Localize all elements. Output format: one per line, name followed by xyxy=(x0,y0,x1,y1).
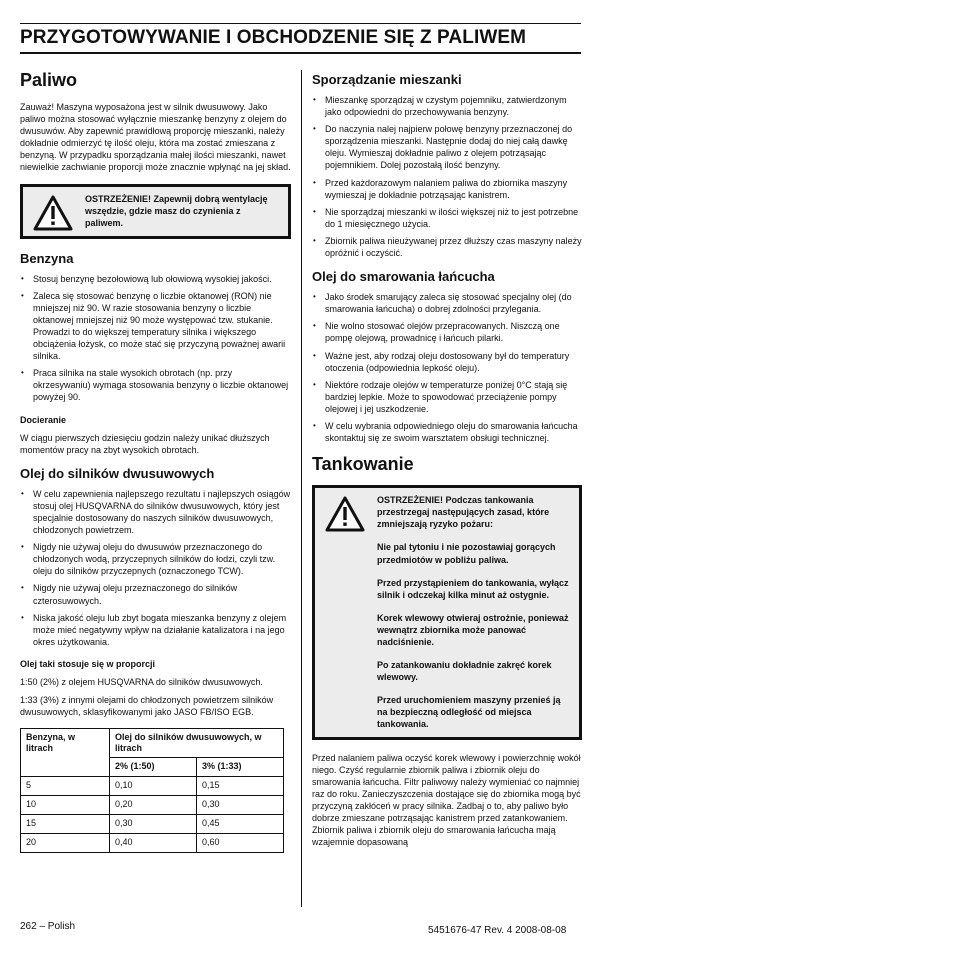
mix-list xyxy=(312,94,582,259)
table-header-benzyna: Benzyna, w litrach xyxy=(21,729,110,777)
list-item: • Niska jakość oleju lub zbyt bogata mieszanka benzyny z olejem może mieć negatywny wpływ na działanie katalizatora i na jego okres użytkowania. xyxy=(20,612,291,648)
table-row xyxy=(21,777,284,796)
table-cell: 0,10 xyxy=(110,777,197,796)
mix-ratio-table xyxy=(20,728,284,853)
section-title-mieszanka: Sporządzanie mieszanki xyxy=(312,72,462,87)
list-item: • Nie wolno stosować olejów przepracowanych. Niszczą one pompę olejową, prowadnicę i łańcuch pilarki. xyxy=(312,320,582,344)
table-cell: 10 xyxy=(21,796,110,815)
list-item: • Przed każdorazowym nalaniem paliwa do zbiornika maszyny wymieszaj je dokładnie potrząsając kanistrem. xyxy=(312,177,582,201)
table-cell: 0,60 xyxy=(197,834,284,853)
table-header-3pct: 3% (1:33) xyxy=(197,758,284,777)
section-title-olej: Olej do silników dwusuwowych xyxy=(20,465,215,481)
list-item: • Nigdy nie używaj oleju do dwusuwów przeznaczonego do chłodzonych wodą, przyczepnych silników do łodzi, czyli tzw. oleju do silników przyczepnych (oznaczonego TCW). xyxy=(20,541,291,577)
table-row xyxy=(21,834,284,853)
list-item: • Stosuj benzynę bezołowiową lub ołowiową wysokiej jakości. xyxy=(20,273,291,285)
table-header-2pct: 2% (1:50) xyxy=(110,758,197,777)
document-revision: 5451676-47 Rev. 4 2008-08-08 xyxy=(428,925,567,936)
fuel-intro: Zauważ! Maszyna wyposażona jest w silnik dwusuwowy. Jako paliwo można stosować wyłącznie mieszankę benzyny z olejem do dwusuwów. Aby zapewnić prawidłową proporcję mieszanki, należy dokładnie odmierzyć tę ilość oleju, która ma zostać zmieszana z benzyną. W przypadku sporządzania małej ilości mieszanki, nawet niewielkie zachwianie proporcji może znacznie wpłynąć na jej skład. xyxy=(20,102,291,173)
left-column xyxy=(20,70,291,853)
refuel-warning-text: Nie pal tytoniu i nie pozostawiaj gorących przedmiotów w pobliżu paliwa. xyxy=(377,542,556,565)
tank-text: Przed nalaniem paliwa oczyść korek wlewowy i powierzchnię wokół niego. Czyść regularnie zbiornik paliwa i zbiornik oleju do smarowania łańcucha. Filtr paliwowy należy wymieniać co najmniej raz do roku. Zanieczyszczenia dostające się do zbiornika mogą być przyczyną zakłóceń w pracy silnika. Zadbaj o to, aby paliwo było dobrze zmieszane potrząsając kanistrem przed zatankowaniem. Zbiornik paliwa i zbiornik oleju do smarowania łańcucha mają wzajemnie dopasowaną xyxy=(312,752,581,848)
page-title: PRZYGOTOWYWANIE I OBCHODZENIE SIĘ Z PALIWEM xyxy=(20,27,527,48)
warning-triangle-icon xyxy=(325,496,365,532)
table-cell: 0,40 xyxy=(110,834,197,853)
table-cell: 5 xyxy=(21,777,110,796)
list-item: • Zaleca się stosować benzynę o liczbie oktanowej (RON) nie mniejszej niż 90. W razie stosowania benzyny o liczbie oktanowej mniejszej niż 90 może występować tzw. stukanie. Prowadzi to do większej temperatury silnika i większego obciążenia łożysk, co może stać się przyczyną poważnej awarii silnika. xyxy=(20,290,291,363)
table-row xyxy=(21,815,284,834)
docieranie-text: W ciągu pierwszych dziesięciu godzin należy unikać dłuższych momentów pracy na zbyt wysokich obrotach. xyxy=(20,432,270,455)
table-header-olej: Olej do silników dwusuwowych, w litrach xyxy=(110,729,284,758)
chain-oil-list xyxy=(312,291,582,444)
table-cell: 0,45 xyxy=(197,815,284,834)
section-title-proporcje: Olej taki stosuje się w proporcji xyxy=(20,658,156,669)
section-title-benzyna: Benzyna xyxy=(20,250,74,266)
list-item: • Mieszankę sporządzaj w czystym pojemniku, zatwierdzonym jako odpowiedni do przechowywania benzyny. xyxy=(312,94,582,118)
list-item: • Do naczynia nalej najpierw połowę benzyny przeznaczonej do sporządzenia mieszanki. Następnie dodaj do niej całą dawkę oleju. Wymieszaj dokładnie paliwo z olejem potrząsając pojemnikiem. Dolej pozostałą ilość benzyny. xyxy=(312,123,582,171)
table-header-row xyxy=(21,729,284,758)
list-item: • Praca silnika na stale wysokich obrotach (np. przy okrzesywaniu) wymaga stosowania benzyny o liczbie oktanowej powyżej 90. xyxy=(20,367,291,403)
list-item: • Nie sporządzaj mieszanki w ilości większej niż to jest potrzebne do 1 miesięcznego użycia. xyxy=(312,206,582,230)
proporcje-text-2: 1:33 (3%) z innymi olejami do chłodzonych powietrzem silników dwusuwowych, sklasyfikowanymi jako JASO FB/ISO EGB. xyxy=(20,695,274,718)
proporcje-text-1: 1:50 (2%) z olejem HUSQVARNA do silników dwusuwowych. xyxy=(20,677,263,687)
benzyna-list xyxy=(20,273,291,404)
ventilation-warning-box xyxy=(20,184,291,239)
page-number: 262 – Polish xyxy=(20,921,76,932)
right-column xyxy=(312,70,582,858)
table-cell: 15 xyxy=(21,815,110,834)
ventilation-warning-text: OSTRZEŻENIE! Zapewnij dobrą wentylację wszędzie, gdzie masz do czynienia z paliwem. xyxy=(85,193,268,228)
list-item: • W celu wybrania odpowiedniego oleju do smarowania łańcucha skontaktuj się ze swoim warsztatem obsługi technicznej. xyxy=(312,420,582,444)
header-rule-top xyxy=(20,23,581,24)
refuel-warning-text: Przed przystąpieniem do tankowania, wyłącz silnik i odczekaj kilka minut aż ostygnie. xyxy=(377,577,569,600)
section-title-tankowanie: Tankowanie xyxy=(312,454,414,475)
olej-list xyxy=(20,488,291,648)
list-item: • Niektóre rodzaje olejów w temperaturze poniżej 0°C stają się bardziej lepkie. Może to spowodować przeciążenie pompy olejowej i jej uszkodzenie. xyxy=(312,379,582,415)
section-title-paliwo: Paliwo xyxy=(20,70,78,90)
table-cell: 0,30 xyxy=(197,796,284,815)
table-cell: 0,20 xyxy=(110,796,197,815)
table-cell: 0,15 xyxy=(197,777,284,796)
column-divider xyxy=(301,70,302,907)
section-title-docieranie: Docieranie xyxy=(20,414,67,425)
list-item: • W celu zapewnienia najlepszego rezultatu i najlepszych osiągów stosuj olej HUSQVARNA do silników dwusuwowych, który jest specjalnie dostosowany do naszych silników dwusuwowych, chłodzonych powietrzem. xyxy=(20,488,291,536)
header-rule-bottom xyxy=(20,52,581,54)
refuel-warning-text: Korek wlewowy otwieraj ostrożnie, ponieważ wewnątrz zbiornika może panować nadciśnienie. xyxy=(377,612,569,647)
list-item: • Nigdy nie używaj oleju przeznaczonego do silników czterosuwowych. xyxy=(20,582,291,606)
list-item: • Zbiornik paliwa nieużywanej przez dłuższy czas maszyny należy opróżnić i oczyścić. xyxy=(312,235,582,259)
refuel-warning-text: OSTRZEŻENIE! Podczas tankowania przestrzegaj następujących zasad, które zmniejszają ryzyko pożaru: xyxy=(377,495,550,530)
section-title-chain-oil: Olej do smarowania łańcucha xyxy=(312,269,495,285)
list-item: • Ważne jest, aby rodzaj oleju dostosowany był do temperatury otoczenia (odpowiednia lepkość oleju). xyxy=(312,350,582,374)
warning-triangle-icon xyxy=(33,195,73,231)
refuel-warning-text: Przed uruchomieniem maszyny przenieś ją na bezpieczną odległość od miejsca tankowania. xyxy=(377,695,561,730)
table-cell: 20 xyxy=(21,834,110,853)
table-row xyxy=(21,796,284,815)
refuel-warning-box xyxy=(312,485,582,739)
list-item: • Jako środek smarujący zaleca się stosować specjalny olej (do smarowania łańcucha) o dobrej zdolności przylegania. xyxy=(312,291,582,315)
table-cell: 0,30 xyxy=(110,815,197,834)
refuel-warning-text: Po zatankowaniu dokładnie zakręć korek wlewowy. xyxy=(377,660,552,683)
